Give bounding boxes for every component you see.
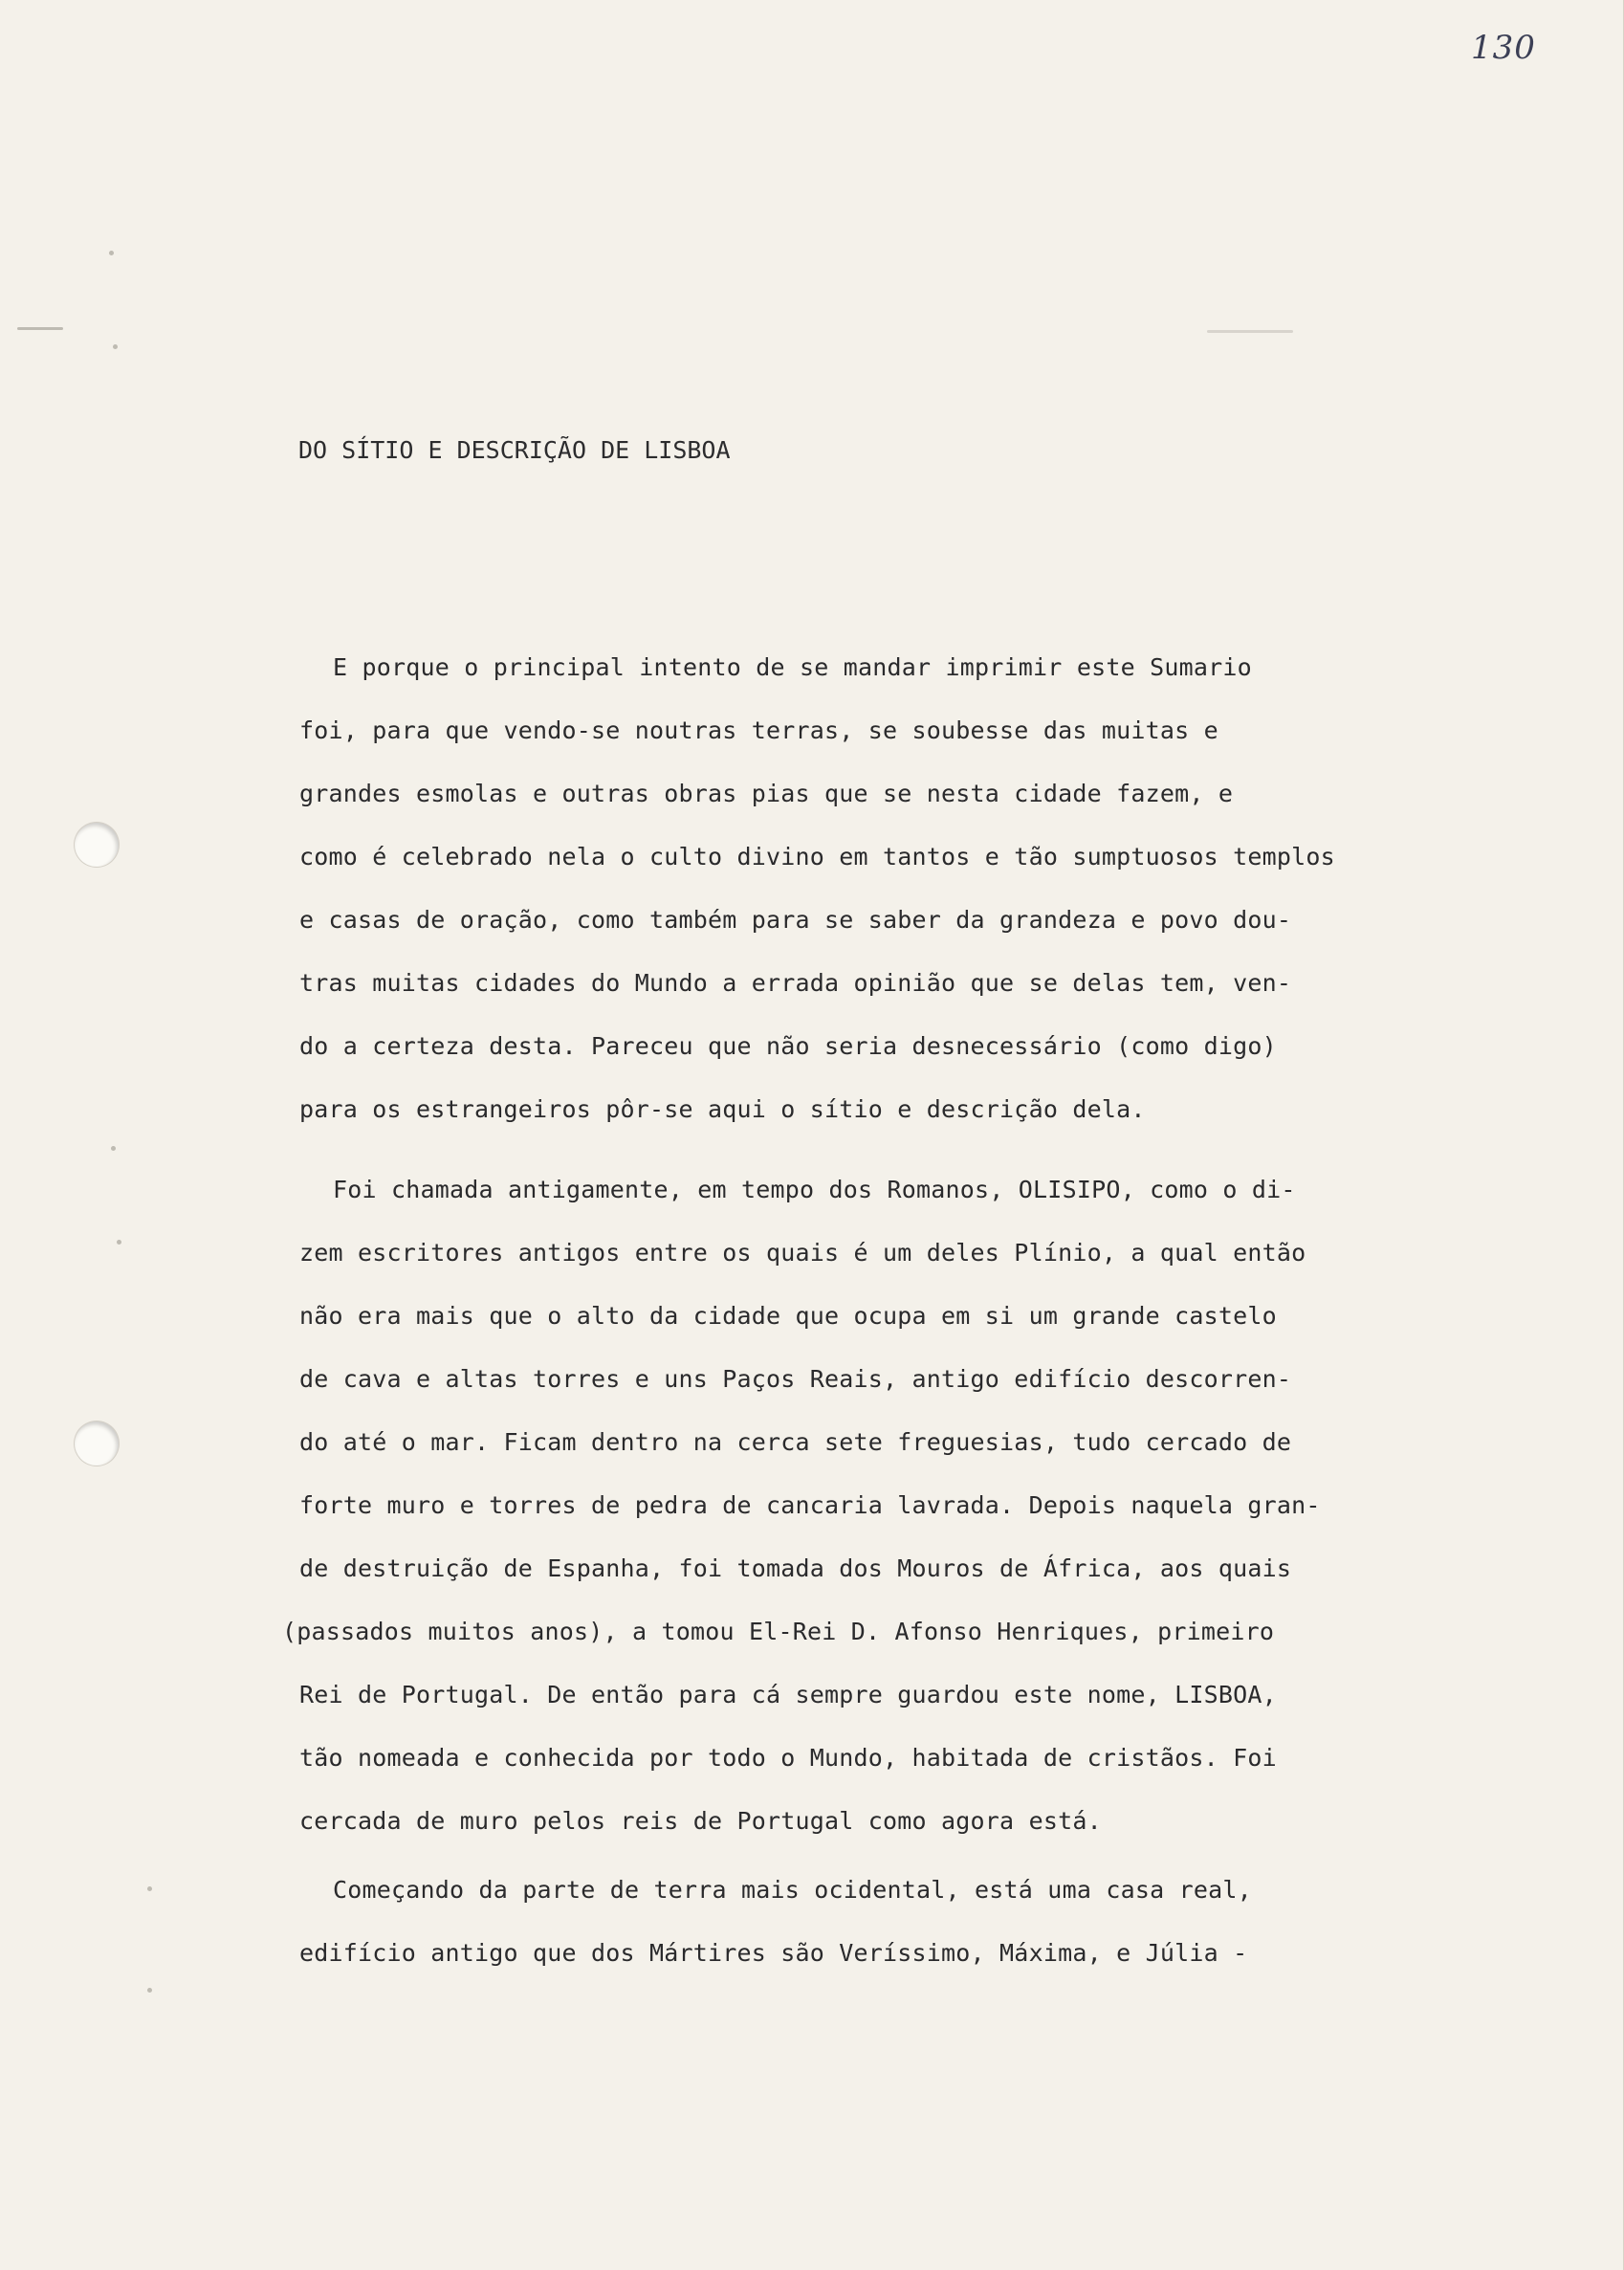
text-line: grandes esmolas e outras obras pias que se nesta cidade fazem, e (299, 780, 1234, 807)
text-line: Começando da parte de terra mais ocidental, está uma casa real, (333, 1876, 1252, 1904)
punch-hole (75, 1422, 119, 1466)
paper-speck (147, 1886, 152, 1891)
paper-speck (109, 251, 114, 255)
text-line: zem escritores antigos entre os quais é um deles Plínio, a qual então (299, 1239, 1306, 1267)
paper-speck (117, 1240, 121, 1245)
text-line: tras muitas cidades do Mundo a errada opinião que se delas tem, ven- (299, 969, 1292, 997)
ink-smudge (17, 327, 63, 330)
text-line: do a certeza desta. Pareceu que não seria desnecessário (como digo) (299, 1032, 1277, 1060)
text-line: Foi chamada antigamente, em tempo dos Romanos, OLISIPO, como o di- (333, 1176, 1296, 1203)
paper-speck (113, 344, 118, 349)
text-line: E porque o principal intento de se mandar imprimir este Sumario (333, 653, 1252, 681)
ink-smudge (1207, 330, 1293, 333)
text-line: Rei de Portugal. De então para cá sempre guardou este nome, LISBOA, (299, 1681, 1277, 1708)
paper-speck (111, 1146, 116, 1151)
text-line: como é celebrado nela o culto divino em tantos e tão sumptuosos templos (299, 843, 1335, 871)
text-line: cercada de muro pelos reis de Portugal como agora está. (299, 1807, 1102, 1835)
text-line: edifício antigo que dos Mártires são Veríssimo, Máxima, e Júlia - (299, 1939, 1248, 1967)
punch-hole (75, 823, 119, 867)
text-line: do até o mar. Ficam dentro na cerca sete freguesias, tudo cercado de (299, 1428, 1292, 1456)
text-line: de destruição de Espanha, foi tomada dos Mouros de África, aos quais (299, 1554, 1292, 1582)
text-line: tão nomeada e conhecida por todo o Mundo, habitada de cristãos. Foi (299, 1744, 1277, 1772)
paper-speck (147, 1988, 152, 1993)
text-line: foi, para que vendo-se noutras terras, se soubesse das muitas e (299, 716, 1218, 744)
text-line: de cava e altas torres e uns Paços Reais, antigo edifício descorren- (299, 1365, 1292, 1393)
text-line: e casas de oração, como também para se saber da grandeza e povo dou- (299, 906, 1292, 934)
text-line: para os estrangeiros pôr-se aqui o sítio e descrição dela. (299, 1095, 1146, 1123)
text-line: forte muro e torres de pedra de cancaria lavrada. Depois naquela gran- (299, 1491, 1321, 1519)
page-number: 130 (1471, 29, 1536, 67)
text-line: (passados muitos anos), a tomou El-Rei D. Afonso Henriques, primeiro (282, 1618, 1275, 1645)
document-title: DO SÍTIO E DESCRIÇÃO DE LISBOA (298, 436, 731, 464)
text-line: não era mais que o alto da cidade que ocupa em si um grande castelo (299, 1302, 1277, 1330)
